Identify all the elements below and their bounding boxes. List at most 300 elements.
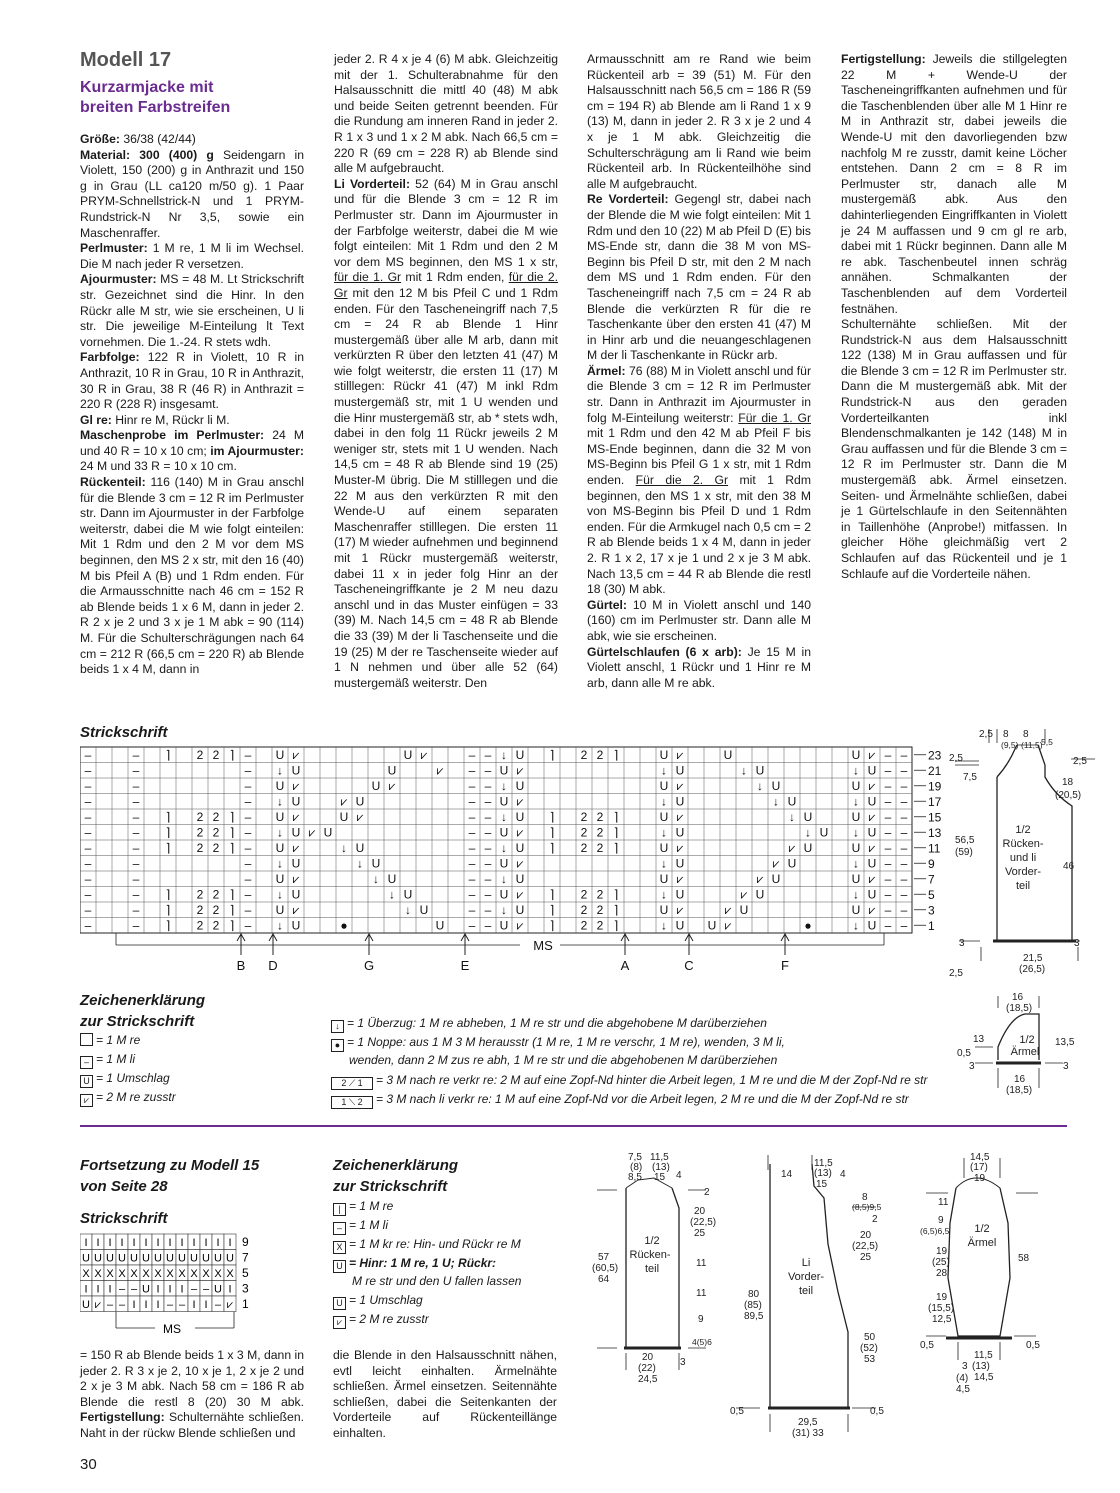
- chart-symbol: ⩗: [676, 841, 684, 855]
- left-front-text-b: mit 1 Rdm enden,: [401, 270, 509, 285]
- sleeve-label-2: Ärmel: [1010, 1046, 1040, 1058]
- chart-symbol: ⩗: [724, 918, 732, 933]
- belt-text: 10 M in Violett anschl und 140 (160) cm im Perlmuster str. Dann alle M abk, wie sie erscheinen.: [587, 597, 811, 643]
- dim-15a-r25: 25: [694, 1228, 706, 1239]
- continuation-text-1: = 150 R ab Blende beids 1 x 3 M, dann in jeder 2. R 3 x je 2, 10 x je 1, 2 x je 2 und 2 x je 3 M abk. Nach 58 cm = 186 R ab Blende die restl 8 (20) 30 M abk.: [80, 1348, 304, 1409]
- chart-symbol: U: [291, 763, 301, 778]
- chart-symbol: ⩗: [308, 825, 316, 840]
- chart-symbol: U: [755, 763, 765, 778]
- legend-knit-text: = 1 M re: [96, 1033, 141, 1047]
- chart-symbol: U: [371, 856, 381, 871]
- skp-symbol: ↓: [331, 1020, 344, 1033]
- chart-symbol: –: [132, 825, 140, 840]
- legend-k2tog: [80, 1088, 176, 1107]
- chart-symbol: U: [867, 856, 877, 871]
- belt-label: Gürtel:: [587, 597, 627, 612]
- chart-symbol: –: [84, 918, 92, 933]
- dim-15b-r8: 8: [862, 1192, 868, 1203]
- chart-symbol: –: [132, 748, 140, 762]
- chart-symbol: –: [884, 856, 892, 871]
- perl-label: Perlmuster:: [80, 241, 148, 256]
- chart-symbol: 2: [212, 841, 220, 855]
- chart-symbol: –: [468, 748, 476, 762]
- chart15-symbol: U: [166, 1252, 174, 1265]
- belt-paragraph: [587, 598, 811, 645]
- dim-15a-top-8: (8): [630, 1162, 643, 1173]
- chart15-symbol: U: [106, 1252, 114, 1265]
- chart-symbol: U: [867, 763, 877, 778]
- dim-left-25: 2,5: [949, 753, 963, 764]
- chart15-symbol: U: [94, 1252, 102, 1265]
- sleeve-dim-right-135: 13,5: [1055, 1037, 1075, 1048]
- dim-15b-l05: 0,5: [730, 1406, 744, 1417]
- chart-symbol: U: [675, 763, 685, 778]
- knitting-chart: [80, 745, 950, 980]
- chart15-symbol: I: [192, 1237, 196, 1249]
- chart-symbol: U: [739, 903, 749, 917]
- dim-right-205: (20,5): [1055, 790, 1082, 801]
- chart-symbol: –: [468, 887, 476, 902]
- material-paragraph: [80, 148, 304, 242]
- arrow-label: MS: [533, 938, 553, 953]
- chart15-symbol: X: [190, 1268, 198, 1280]
- chart-symbol: ⩗: [724, 903, 732, 917]
- dim-15c-l125: 12,5: [932, 1314, 952, 1325]
- dim-15a-top-75: 7,5: [628, 1152, 642, 1163]
- chart-symbol: –: [468, 841, 476, 855]
- chart15-symbol: ⩗: [94, 1299, 102, 1311]
- chart-symbol: –: [484, 918, 492, 933]
- dim-15c-b3: 3: [962, 1361, 968, 1372]
- chart-symbol: U: [499, 918, 509, 933]
- ajour-label: Ajourmuster:: [80, 272, 157, 287]
- chart-symbol: –: [84, 887, 92, 902]
- chart-symbol: ↓: [277, 918, 283, 933]
- front15-label-2: Vorder-: [787, 1271, 825, 1283]
- chart-symbol: 2: [212, 825, 220, 840]
- ajour-paragraph: [80, 272, 304, 350]
- chart-symbol: 2: [580, 903, 588, 917]
- chart-symbol: ↓: [853, 825, 859, 840]
- chart-symbol: ↓: [373, 872, 379, 886]
- chart-symbol: –: [900, 779, 908, 793]
- chart15-symbol: –: [166, 1299, 174, 1311]
- chart15-symbol: –: [118, 1299, 126, 1311]
- dim-left-75: 7,5: [963, 772, 977, 783]
- chart-symbol: –: [244, 872, 252, 886]
- chart-symbol: –: [884, 779, 892, 793]
- dim-15c-l25: (25): [932, 1257, 950, 1268]
- legend-skp-text: = 1 Überzug: 1 M re abheben, 1 M re str und die abgehobene M darüberziehen: [347, 1016, 767, 1030]
- chart-symbol: ↓: [853, 918, 859, 933]
- chart15-symbol: U: [118, 1252, 126, 1265]
- chart15-row-label: 7: [242, 1250, 249, 1265]
- dim-15b-r25: 25: [860, 1252, 872, 1263]
- chart-symbol: ⩗: [868, 810, 876, 824]
- dim-15a-r225: (22,5): [690, 1217, 717, 1228]
- chart15-row-label: 9: [242, 1235, 249, 1249]
- chart-symbol: U: [771, 872, 781, 886]
- left-front-size-1: für die 1. Gr: [334, 270, 402, 285]
- row-label: 3: [928, 903, 935, 918]
- schematic-label-2: Rücken-: [1002, 838, 1044, 850]
- chart-symbol: ⩗: [292, 903, 300, 917]
- chart-symbol: –: [484, 903, 492, 917]
- column-3: [587, 52, 811, 691]
- legend-cable-left-text: = 3 M nach li verkr re: 1 M auf eine Zopf-Nd vor die Arbeit legen, 2 M re und die M der Zopf-Nd re str: [376, 1092, 909, 1106]
- column-2: [334, 52, 558, 691]
- chart-symbol: ⌉: [229, 903, 235, 917]
- chart-symbol: –: [484, 748, 492, 762]
- chart15-row-labels: [242, 1235, 249, 1311]
- chart15-symbol: U: [190, 1252, 198, 1265]
- chart15-row-label: 1: [242, 1297, 249, 1311]
- sleeve-text-a: 76 (88) M in Violett anschl und für die Blende 3 cm = 12 R im Perlmuster str. Dann in Anthrazit im Ajourmuster in folg M-Einteilung weiterstr:: [587, 363, 812, 425]
- chart-symbol: U: [707, 918, 717, 933]
- chart15-symbol: I: [156, 1283, 160, 1296]
- arrow-label: B: [236, 958, 246, 973]
- chart-symbol: 2: [196, 887, 204, 902]
- chart-symbol: ↓: [661, 887, 667, 902]
- chart-symbol: ⌉: [229, 887, 235, 902]
- chart15-symbol: I: [192, 1299, 196, 1311]
- dim-15c-l9: 9: [938, 1215, 944, 1226]
- belt-loops-paragraph: [587, 645, 811, 692]
- purl-symbol: –: [80, 1056, 93, 1069]
- chart-symbol: –: [900, 856, 908, 871]
- chart-symbol: U: [515, 810, 525, 824]
- dim-15c-l6565: (6,5)6,5: [920, 1226, 950, 1236]
- dim-15b-r05: 0,5: [870, 1406, 884, 1417]
- schematic-label-4: Vorder-: [1004, 866, 1042, 878]
- chart-symbol: –: [468, 794, 476, 809]
- continuation-text: [80, 1348, 304, 1442]
- continuation-finishing-label: Fertigstellung:: [80, 1410, 165, 1425]
- chart-symbol: U: [291, 887, 301, 902]
- dim-15a-top-15: 15: [654, 1172, 666, 1183]
- chart-symbol: U: [515, 903, 525, 917]
- chart-symbol: 2: [212, 887, 220, 902]
- column-4: [841, 52, 1067, 582]
- chart15-symbol: I: [168, 1237, 172, 1249]
- dim-15b-r20: 20: [860, 1230, 872, 1241]
- chart-symbol: 2: [196, 903, 204, 917]
- chart-symbol: ⩗: [676, 903, 684, 917]
- dim-15c-b115: 11,5: [974, 1350, 993, 1361]
- chart15-symbol: I: [228, 1283, 232, 1296]
- chart-symbol: ⩗: [868, 872, 876, 886]
- size-label: Größe:: [80, 132, 120, 146]
- chart-symbol: ↓: [405, 903, 411, 917]
- chart-symbol: –: [884, 794, 892, 809]
- chart-symbol: –: [484, 887, 492, 902]
- chart-symbol: –: [132, 887, 140, 902]
- legend-knit: [80, 1031, 140, 1049]
- chart-symbol: ⩗: [356, 810, 364, 824]
- dim-15b-r50: 50: [864, 1332, 876, 1343]
- chart-symbol: –: [484, 841, 492, 855]
- legend15-knit: [333, 1197, 393, 1216]
- legend15-k2tog-text: = 2 M re zusstr: [349, 1312, 429, 1326]
- row-label: 15: [928, 810, 942, 825]
- chart-symbol: U: [867, 794, 877, 809]
- dim-15a-r20: 20: [694, 1206, 706, 1217]
- chart-symbol: –: [900, 918, 908, 933]
- chart15-symbol: X: [130, 1268, 138, 1280]
- right-front-paragraph: [587, 192, 811, 364]
- knit15-symbol: |: [333, 1203, 346, 1216]
- sleeve-label: Ärmel:: [587, 363, 626, 378]
- chart-symbol: –: [484, 810, 492, 824]
- chart-symbol: –: [484, 825, 492, 840]
- chart-symbol: U: [291, 825, 301, 840]
- back15-label-3: teil: [644, 1263, 660, 1275]
- sleeve-schematic: [955, 990, 1080, 1095]
- chart-symbol: ⩗: [740, 887, 748, 902]
- chart-symbol: ⩗: [868, 779, 876, 793]
- back-paragraph: [80, 475, 304, 678]
- chart15-symbol: I: [108, 1283, 112, 1296]
- dim-15b-l85: (85): [744, 1300, 762, 1311]
- chart15-symbol: X: [118, 1268, 126, 1280]
- chart-symbol: U: [851, 841, 861, 855]
- legend-k2tog-text: = 2 M re zusstr: [96, 1090, 176, 1104]
- legend-skp: [331, 1014, 767, 1033]
- chart-symbol: –: [132, 779, 140, 793]
- color-sequence-label: Farbfolge:: [80, 350, 140, 365]
- chart-symbol: U: [803, 810, 813, 824]
- chart15-symbol: X: [202, 1268, 210, 1280]
- chart15-symbol: I: [84, 1283, 88, 1296]
- legend-bobble-text: = 1 Noppe: aus 1 M 3 M herausstr (1 M re, 1 M re verschr, 1 M re), wenden, 3 M li,: [347, 1035, 785, 1049]
- legend15-ktbl-text: = 1 M kr re: Hin- und Rückr re M: [349, 1237, 521, 1251]
- chart-symbol: ⩗: [868, 903, 876, 917]
- row-label: 17: [928, 794, 942, 809]
- dim-15c-l28: 28: [936, 1268, 948, 1279]
- legend15-hinr-2: M re str und den U fallen lassen: [352, 1274, 522, 1288]
- chart15-symbol: U: [82, 1252, 90, 1265]
- front15-label-1: Li: [801, 1257, 811, 1269]
- legend15-yarnover: [333, 1291, 423, 1310]
- page-number: 30: [80, 1456, 97, 1473]
- arrow-label: A: [620, 958, 630, 973]
- chart-symbol: –: [900, 748, 908, 762]
- chart15-symbol: –: [214, 1299, 222, 1311]
- chart-symbol: U: [803, 841, 813, 855]
- chart-symbol: 2: [596, 841, 604, 855]
- chart-symbol: –: [84, 825, 92, 840]
- chart-symbol: 2: [596, 748, 604, 762]
- chart-symbol: –: [244, 887, 252, 902]
- chart-symbol: U: [435, 918, 445, 933]
- chart-symbol: ⌉: [229, 810, 235, 824]
- left-front-continued-paragraph: Armausschnitt am re Rand wie beim Rückenteil arb = 39 (51) M. Für den Halsausschnitt nach 56,5 cm = 186 R (59 cm = 194 R) ab Blende am li Rand 1 x 9 (13) M, dann in jeder 2. R 3 x je 2 und 4 x je 1 M abk. Gleichzeitig die Schulterschrägung am li Rand wie beim Rückenteil arb. In Rückenteilhöhe sind alle M aufgebraucht.: [587, 52, 811, 191]
- dim-15c-b145: 14,5: [974, 1372, 994, 1383]
- chart-symbol: ⌉: [229, 918, 235, 933]
- chart15-symbol: U: [214, 1283, 222, 1296]
- chart-symbol: –: [484, 856, 492, 871]
- chart-symbol: U: [867, 887, 877, 902]
- dim-15c-top-145: 14,5: [970, 1152, 990, 1163]
- legend15-ktbl: [333, 1235, 521, 1254]
- chart-symbol: ⌉: [549, 887, 555, 902]
- chart15-symbol: X: [226, 1268, 234, 1280]
- chart-symbol: –: [84, 872, 92, 886]
- dim-15b-l895: 89,5: [744, 1311, 764, 1322]
- row-label: 7: [928, 872, 935, 887]
- dim-right-3: 3: [1074, 938, 1080, 949]
- model-subtitle: [80, 78, 304, 118]
- chart-symbol: U: [291, 918, 301, 933]
- stockinette-label: Gl re:: [80, 412, 112, 427]
- chart-arrows: [116, 933, 884, 973]
- legend15-title-line-1: Zeichenerklärung: [333, 1157, 459, 1174]
- chart-symbol: ↓: [741, 763, 747, 778]
- continuation-finishing-text: Schulternähte schließen. Naht in der rückw Blende schließen und: [80, 1410, 304, 1440]
- chart-symbol: ⩗: [292, 810, 300, 824]
- chart-symbol: U: [659, 903, 669, 917]
- chart-symbol: –: [468, 872, 476, 886]
- continuation-title-line-1: Fortsetzung zu Modell 15: [80, 1157, 260, 1174]
- chart-symbol: ⌉: [165, 810, 171, 824]
- chart-symbol: U: [851, 779, 861, 793]
- chart-symbol: 2: [580, 841, 588, 855]
- legend15-hinr: [333, 1254, 496, 1273]
- dim-15c-top-19: 19: [974, 1173, 986, 1184]
- gauge-paragraph: [80, 428, 304, 475]
- chart15-symbol: –: [190, 1283, 198, 1296]
- chart-symbol: ↓: [661, 794, 667, 809]
- chart-symbol: ↓: [277, 856, 283, 871]
- chart15-symbol: ⩗: [226, 1299, 234, 1311]
- sleeve-dim-bottom-185: (18,5): [1006, 1085, 1033, 1095]
- chart15-symbol: U: [142, 1252, 150, 1265]
- chart-symbol: –: [484, 872, 492, 886]
- back-continued-paragraph: jeder 2. R 4 x je 4 (6) M abk. Gleichzeitig mit der 1. Schulterabnahme für den Halsausschnitt die mittl 40 (48) M abk und beide Seiten getrennt beenden. Für die Rundung am inneren Rand in jeder 2. R 1 x 3 und 1 x 2 M abk. Nach 66,5 cm = 220 R (69 cm = 228 R) ab Blende sind alle M aufgebraucht.: [334, 52, 558, 176]
- chart-symbol: –: [244, 748, 252, 762]
- legend-title-line-2: zur Strickschrift: [80, 1013, 195, 1030]
- chart-symbol: ⩗: [436, 763, 444, 778]
- chart15-grid: [80, 1234, 236, 1312]
- chart15-symbol: I: [120, 1237, 124, 1249]
- dim-top-8b: 8: [1023, 729, 1029, 740]
- chart-grid: [80, 747, 912, 933]
- chart-symbol: U: [675, 794, 685, 809]
- dim-15b-top-4: 4: [840, 1169, 846, 1180]
- chart-symbol: 2: [196, 918, 204, 933]
- chart15-symbol: I: [156, 1237, 160, 1249]
- dim-15c-l19b: 19: [936, 1292, 948, 1303]
- arrow-label: E: [460, 958, 470, 973]
- arrow-label: F: [781, 958, 789, 973]
- chart-symbol: U: [387, 872, 397, 886]
- chart-symbol: 2: [596, 918, 604, 933]
- subtitle-line-1: Kurzarmjacke mit: [80, 79, 214, 96]
- legend-cable-right: [331, 1071, 927, 1090]
- chart-symbol: ⌉: [613, 810, 619, 824]
- sleeve-size-2: Für die 2. Gr: [635, 473, 729, 488]
- schematic-label-3: und li: [1009, 852, 1037, 864]
- chart-symbol: –: [132, 810, 140, 824]
- sleeve-dim-left-3: 3: [969, 1061, 975, 1072]
- chart15-symbol: U: [142, 1283, 150, 1296]
- chart-symbol: U: [355, 794, 365, 809]
- chart-symbol: 2: [580, 748, 588, 762]
- row-label: 11: [928, 841, 941, 856]
- chart15-ms-label: MS: [163, 1322, 181, 1336]
- left-front-label: Li Vorderteil:: [334, 176, 411, 191]
- stockinette-paragraph: [80, 413, 304, 429]
- dim-15a-r11b: 11: [696, 1288, 707, 1299]
- dim-right-46: 46: [1063, 861, 1075, 872]
- dim-15b-r2: 2: [872, 1214, 878, 1225]
- chart-symbol: –: [884, 903, 892, 917]
- hinr-symbol: U: [333, 1260, 346, 1273]
- back-label: Rückenteil:: [80, 475, 146, 490]
- sleeve15-label-1: 1/2: [974, 1223, 990, 1235]
- chart-symbol: U: [787, 794, 797, 809]
- chart15-symbol: I: [180, 1283, 184, 1296]
- k2tog15-symbol: ⩗: [333, 1316, 346, 1329]
- sleeve-text-b: mit 1 Rdm und den 42 M ab Pfeil F bis MS-Ende beginnen, dann die 32 M von MS-Beginn bis Pfeil G 1 x str, mit 1 Rdm enden.: [587, 426, 811, 488]
- dim-15a-r2: 2: [704, 1187, 710, 1198]
- chart-symbol: U: [403, 748, 413, 762]
- chart-symbol: ⌉: [549, 748, 555, 762]
- dim-15a-b245: 24,5: [638, 1374, 658, 1385]
- dim-bottom-265: (26,5): [1019, 964, 1046, 975]
- chart15-symbol: I: [84, 1237, 88, 1249]
- dim-15c-top-17: (17): [970, 1162, 988, 1173]
- chart-symbol: ⌉: [613, 748, 619, 762]
- chart-symbol: ↓: [341, 841, 347, 855]
- chart-symbol: –: [244, 903, 252, 917]
- chart-symbol: –: [884, 825, 892, 840]
- chart15-symbol: X: [142, 1268, 150, 1280]
- left-front-paragraph: [334, 177, 558, 692]
- legend-yarnover-text: = 1 Umschlag: [96, 1071, 170, 1085]
- yarnover15-symbol: U: [333, 1297, 346, 1310]
- chart15-symbol: I: [144, 1299, 148, 1311]
- chart15-symbol: I: [216, 1237, 220, 1249]
- chart-symbol: ⩗: [516, 794, 524, 809]
- chart-symbol: U: [275, 872, 285, 886]
- chart-symbol: U: [403, 887, 413, 902]
- dim-15a-r9: 9: [698, 1314, 704, 1325]
- legend-purl: [80, 1050, 135, 1069]
- chart-symbol: –: [468, 763, 476, 778]
- chart-symbol: –: [484, 794, 492, 809]
- chart-symbol: 2: [196, 748, 204, 762]
- dim-left-3: 3: [959, 938, 965, 949]
- chart-symbol: –: [468, 903, 476, 917]
- chart-symbol: –: [484, 779, 492, 793]
- chart-row-labels: [914, 748, 942, 933]
- chart-symbol: ⌉: [613, 841, 619, 855]
- gauge-label-2: im Ajourmuster:: [210, 443, 304, 458]
- chart-symbol: ⩗: [292, 779, 300, 793]
- right-front-text: Gegengl str, dabei nach der Blende die M wie folgt einteilen: Mit 1 Rdm und den 10 (22) M ab Pfeil D (E) bis MS-Ende str, dann die 38 M von MS-Beginn bis Pfeil D str, mit den 2 M nach dem MS und 1 Rdm enden. Für den Tascheneingriff nach 7,5 cm = 24 R ab Blende die verkürzten R für die re Taschenkante über den ersten 41 (47) M in Hinr arb und die neuangeschlagenen M der li Taschenkante in Rückr arb.: [587, 192, 812, 363]
- left-front-text-c: mit den 12 M bis Pfeil C und 1 Rdm enden. Für den Tascheneingriff nach 7,5 cm = 24 R ab Blende 1 Hinr mustergemäß über alle M arb, dann mit verkürzten R über den letzten 41 (47) M wie folgt weiterstr, die ersten 11 (17) M stilllegen: Rückr 41 (47) M inkl Rdm mustergemäß str, mit 1 U wenden und die Hinr mustergemäß str, ab * stets wdh, dabei in den folg 11 Rückr jeweils 2 M weniger str, stets mit 1 U wenden. Nach 14,5 cm = 48 R ab Blende sind 19 (25) Muster-M übrig. Die M stilllegen und die 22 M aus den verkürzten R mit den Wende-U auf einem separaten Maschenraffer stilllegen. Die ersten 11 (17) M wieder aufnehmen und beginnend mit 1 Rückr mustergemäß weiterstr, dabei 11 x in jeder folg Hinr an der Tascheneingriffkante je 2 M neu dazu anschl und in das Muster einfügen = 33 (39) M. Nach 14,5 cm = 48 R ab Blende die 33 (39) M der li Taschenseite und die 19 (25) M der re Taschenseite wieder auf 1 N nehmen und über alle 52 (64) mustergemäß weiterstr. Den: [334, 285, 558, 690]
- dim-15b-r53: 53: [864, 1354, 876, 1365]
- sleeve-dim-right-3: 3: [1063, 1061, 1069, 1072]
- front-schematic-15: [728, 1152, 898, 1452]
- chart-title: Strickschrift: [80, 724, 168, 741]
- chart15-symbol: U: [130, 1252, 138, 1265]
- chart-symbol: ⌉: [613, 903, 619, 917]
- size-text: 36/38 (42/44): [119, 132, 196, 146]
- chart-symbol: –: [84, 748, 92, 762]
- chart-symbol: U: [339, 810, 349, 824]
